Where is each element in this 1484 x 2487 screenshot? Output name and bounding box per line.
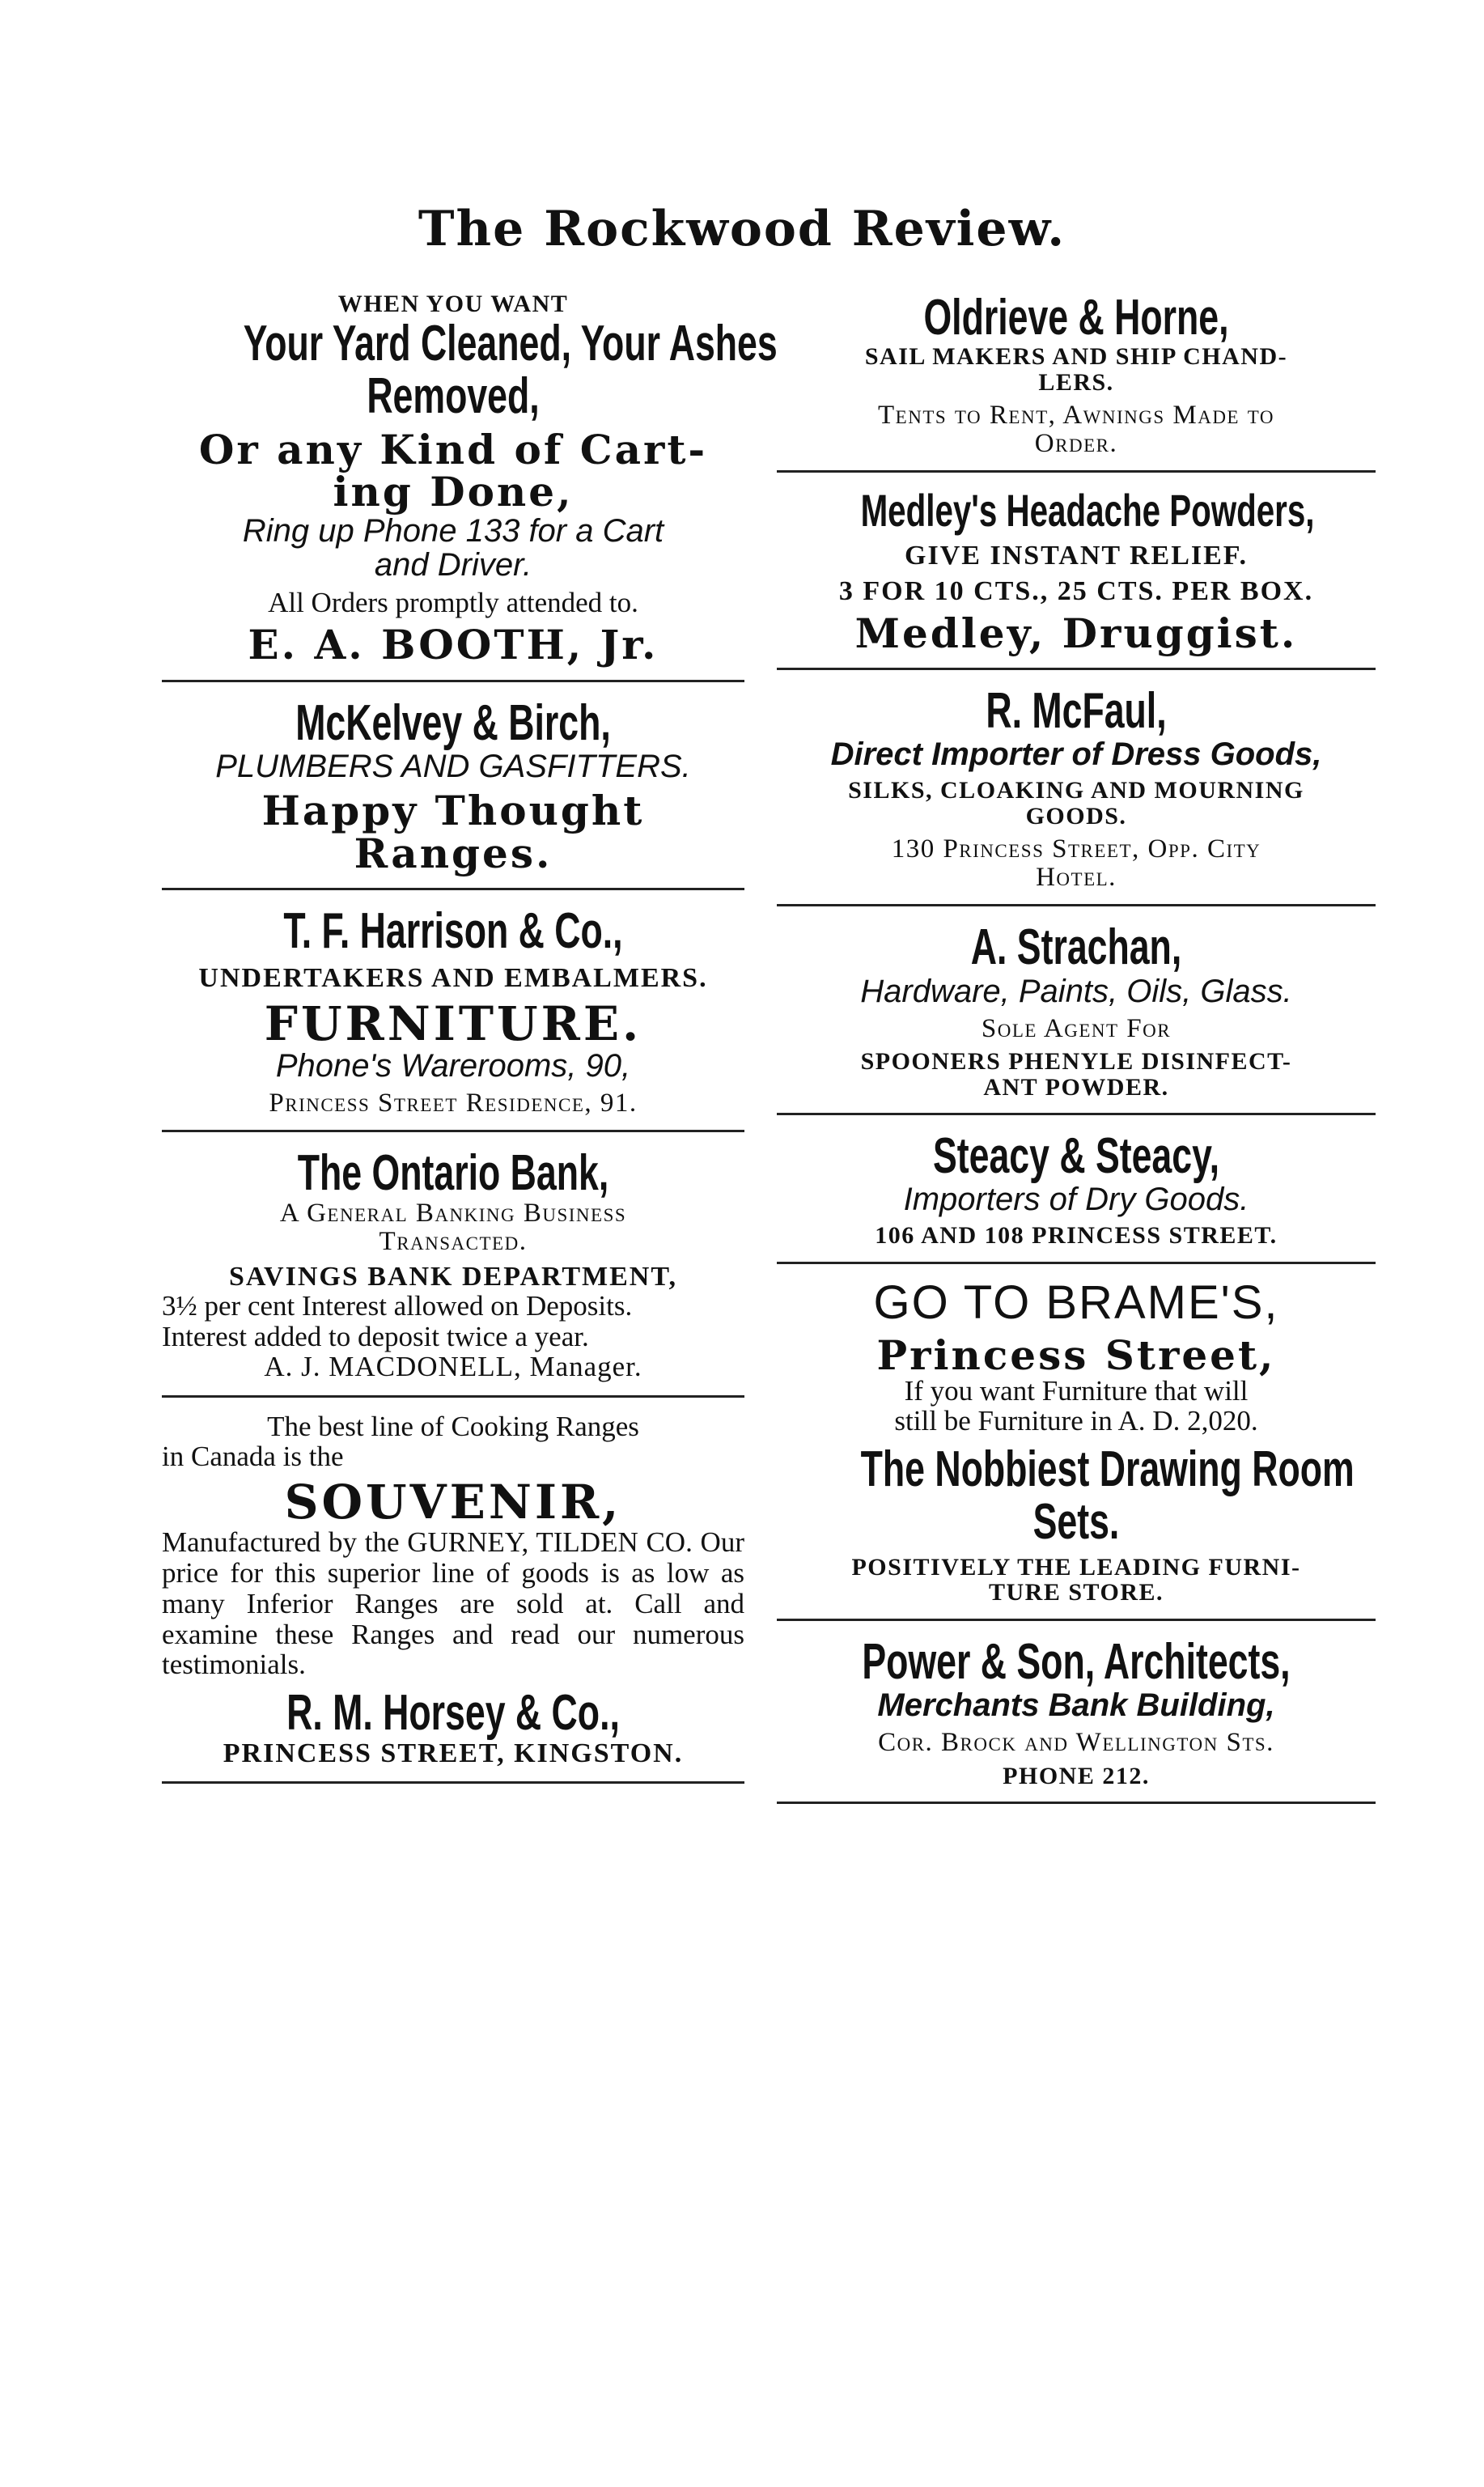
- ad-brame-line: Princess Street,: [876, 1331, 1276, 1379]
- ad-oldrieve-line: Tents to Rent, Awnings Made to: [878, 401, 1274, 431]
- ad-oldrieve-line: SAIL MAKERS AND SHIP CHAND-: [864, 343, 1288, 371]
- left-column: [162, 291, 778, 1798]
- ad-strachan: [777, 921, 1376, 1100]
- ad-steacy: [777, 1130, 1376, 1249]
- ad-mckelvey-line: McKelvey & Birch,: [295, 694, 611, 751]
- ad-medley: [777, 487, 1376, 655]
- ad-booth-line: Your Yard Cleaned, Your Ashes: [243, 315, 778, 371]
- ad-mckelvey-line: PLUMBERS AND GASFITTERS.: [215, 749, 691, 785]
- ad-steacy-line: Importers of Dry Goods.: [903, 1182, 1249, 1218]
- ad-brame-line: still be Furniture in A. D. 2,020.: [894, 1404, 1258, 1437]
- ad-power-line: Power & Son, Architects,: [862, 1633, 1291, 1690]
- ad-brame-line: POSITIVELY THE LEADING FURNI-: [851, 1553, 1301, 1581]
- ad-souvenir-line: SOUVENIR,: [284, 1475, 622, 1530]
- ad-brame-line: TURE STORE.: [988, 1579, 1164, 1606]
- ad-strachan-line: SPOONERS PHENYLE DISINFECT-: [860, 1048, 1292, 1076]
- ad-mcfaul-line: Direct Importer of Dress Goods,: [830, 736, 1322, 773]
- ad-brame: [777, 1275, 1376, 1606]
- ad-brame-line: Sets.: [1032, 1493, 1120, 1550]
- ad-power: [777, 1633, 1376, 1789]
- ad-steacy-line: 106 AND 108 PRINCESS STREET.: [875, 1222, 1278, 1250]
- ad-booth: [162, 291, 778, 669]
- divider: [162, 1130, 744, 1132]
- ad-mcfaul: [777, 685, 1376, 891]
- ad-medley-line: 3 FOR 10 CTS., 25 CTS. PER BOX.: [838, 575, 1314, 606]
- ad-ontario-line: A General Banking Business: [279, 1199, 627, 1229]
- page-title: The Rockwood Review.: [418, 201, 1066, 257]
- ad-ontario-line: Interest added to deposit twice a year.: [162, 1321, 589, 1353]
- ad-strachan-line: ANT POWDER.: [983, 1073, 1169, 1101]
- ad-strachan-line: A. Strachan,: [970, 919, 1182, 976]
- divider: [162, 888, 744, 890]
- ad-souvenir-line: R. M. Horsey & Co.,: [286, 1685, 620, 1742]
- ad-strachan-line: Hardware, Paints, Oils, Glass.: [860, 973, 1292, 1009]
- ad-souvenir-line: The best line of Cooking Ranges: [267, 1410, 639, 1442]
- ad-ontario-line: 3½ per cent Interest allowed on Deposits.: [162, 1290, 633, 1322]
- ad-ontario-line: A. J. MACDONELL, Manager.: [264, 1351, 642, 1382]
- ad-steacy-line: Steacy & Steacy,: [932, 1128, 1220, 1185]
- ad-medley-line: GIVE INSTANT RELIEF.: [905, 541, 1248, 571]
- ad-oldrieve-line: Order.: [1034, 428, 1118, 458]
- ad-booth-line: Or any Kind of Cart-: [198, 425, 708, 473]
- divider: [777, 470, 1376, 473]
- ad-mcfaul-line: GOODS.: [1025, 802, 1127, 830]
- ad-power-line: PHONE 212.: [1003, 1762, 1150, 1789]
- ad-ontario-line: Transacted.: [379, 1227, 528, 1257]
- ad-booth-line: and Driver.: [374, 546, 532, 583]
- ad-brame-line: GO TO BRAME'S,: [873, 1275, 1279, 1329]
- ad-brame-line: The Nobbiest Drawing Room: [860, 1441, 1355, 1497]
- ad-harrison-line: Phone's Warerooms, 90,: [275, 1047, 631, 1084]
- ad-booth-line: E. A. BOOTH, Jr.: [248, 621, 659, 669]
- ad-strachan-line: Sole Agent For: [981, 1013, 1172, 1043]
- ad-ontario-bank: [162, 1147, 744, 1381]
- ad-harrison: [162, 905, 744, 1117]
- ad-booth-line: WHEN YOU WANT: [337, 291, 569, 317]
- divider: [777, 1262, 1376, 1264]
- ad-oldrieve-line: LERS.: [1038, 368, 1114, 396]
- ad-booth-line: Removed,: [367, 367, 540, 424]
- divider: [777, 1802, 1376, 1804]
- ad-souvenir-line: PRINCESS STREET, KINGSTON.: [223, 1738, 684, 1769]
- ad-mckelvey: [162, 694, 744, 877]
- ad-harrison-line: FURNITURE.: [264, 995, 642, 1051]
- ad-booth-line: ing Done,: [333, 468, 574, 516]
- divider: [777, 1619, 1376, 1621]
- ad-souvenir: [162, 1412, 744, 1768]
- ad-harrison-line: UNDERTAKERS AND EMBALMERS.: [198, 963, 708, 994]
- ad-oldrieve-line: Oldrieve & Horne,: [923, 290, 1229, 346]
- divider: [777, 904, 1376, 906]
- ad-booth-line: Ring up Phone 133 for a Cart: [242, 512, 664, 549]
- ad-harrison-line: Princess Street Residence, 91.: [269, 1088, 638, 1118]
- ad-mcfaul-line: 130 Princess Street, Opp. City: [891, 834, 1261, 864]
- right-column: [777, 291, 1376, 1819]
- ad-mcfaul-line: R. McFaul,: [986, 683, 1167, 740]
- ad-medley-line: Medley's Headache Powders,: [860, 485, 1315, 537]
- divider: [162, 680, 744, 682]
- ad-ontario-line: SAVINGS BANK DEPARTMENT,: [228, 1261, 678, 1292]
- ad-oldrieve: [777, 291, 1376, 457]
- ad-mcfaul-line: SILKS, CLOAKING AND MOURNING: [848, 777, 1304, 804]
- ad-mcfaul-line: Hotel.: [1036, 862, 1117, 892]
- divider: [777, 1113, 1376, 1115]
- ad-mckelvey-line: Ranges.: [354, 829, 553, 877]
- ad-souvenir-line: in Canada is the: [162, 1440, 344, 1472]
- ad-power-line: Merchants Bank Building,: [877, 1687, 1275, 1723]
- divider: [162, 1781, 744, 1784]
- ad-ontario-line: The Ontario Bank,: [297, 1145, 609, 1202]
- divider: [777, 668, 1376, 670]
- ad-booth-line: All Orders promptly attended to.: [268, 586, 638, 618]
- ad-souvenir-line: Manufactured by the GURNEY, TILDEN CO. Our price for this superior line of goods is as low as many Inferior Ranges are sold at. Call and examine these Ranges and read our numerous testimonials.: [162, 1526, 744, 1681]
- ad-harrison-line: T. F. Harrison & Co.,: [283, 903, 623, 960]
- ad-medley-line: Medley, Druggist.: [854, 609, 1298, 657]
- ad-power-line: Cor. Brock and Wellington Sts.: [878, 1727, 1274, 1757]
- ad-mckelvey-line: Happy Thought: [261, 787, 645, 835]
- divider: [162, 1395, 744, 1398]
- ad-brame-line: If you want Furniture that will: [904, 1375, 1249, 1407]
